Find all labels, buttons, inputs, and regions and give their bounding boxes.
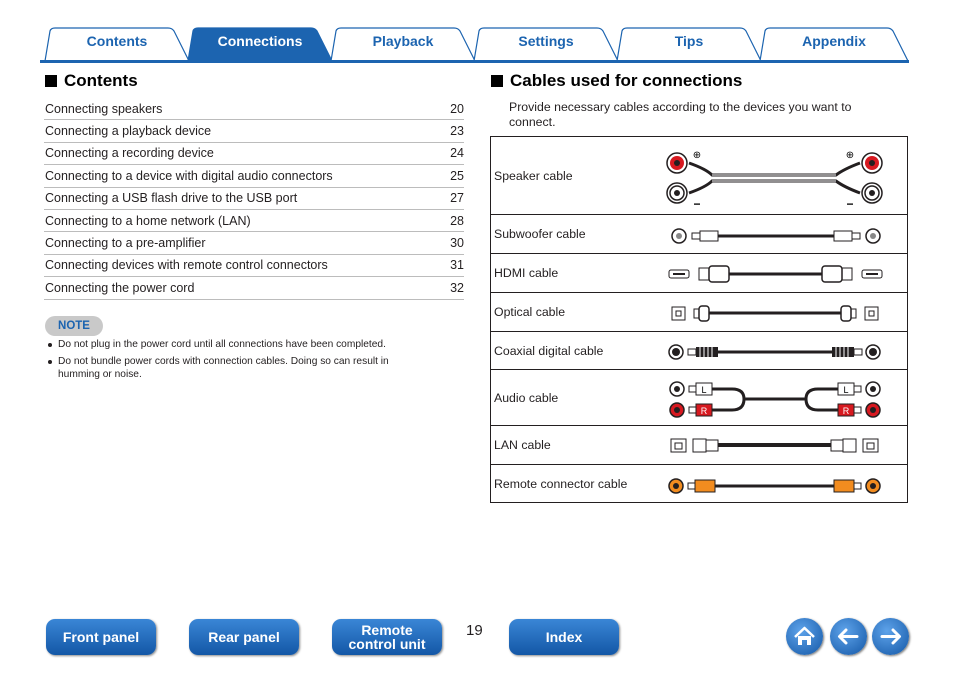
list-item-label: Connecting a playback device — [45, 124, 212, 139]
tab-label: Playback — [372, 33, 434, 49]
cable-label: LAN cable — [494, 438, 551, 452]
list-item[interactable] — [44, 98, 464, 120]
list-item[interactable] — [44, 188, 464, 210]
rear-panel-button[interactable] — [189, 619, 299, 655]
list-item-page: 27 — [450, 191, 464, 206]
tab-appendix[interactable] — [759, 27, 909, 61]
contents-list — [44, 98, 464, 300]
cable-label: Coaxial digital cable — [494, 343, 604, 358]
cables-heading-text: Cables used for connections — [510, 71, 743, 90]
tab-label: Settings — [518, 33, 574, 49]
list-item[interactable] — [44, 143, 464, 165]
hdmi-cable-icon — [666, 254, 896, 292]
list-item-label: Connecting a USB flash drive to the USB port — [45, 191, 298, 206]
list-item-page: 25 — [450, 168, 464, 183]
home-button[interactable] — [786, 618, 823, 655]
svg-text:R: R — [700, 406, 708, 416]
back-arrow-icon — [830, 618, 867, 655]
svg-text:−: − — [693, 197, 701, 211]
cables-heading — [491, 71, 742, 91]
note-item: Do not plug in the power cord until all connections have been completed. — [46, 338, 426, 351]
tab-playback[interactable] — [330, 27, 476, 61]
tab-underline — [40, 60, 909, 63]
list-item[interactable] — [44, 210, 464, 232]
list-item-page: 32 — [450, 280, 464, 295]
table-row — [491, 426, 907, 465]
note-list — [46, 338, 426, 385]
remote-connector-cable-icon — [666, 465, 896, 502]
list-item[interactable] — [44, 232, 464, 254]
svg-text:L: L — [843, 385, 849, 395]
cable-label: Audio cable — [494, 390, 559, 405]
contents-heading — [45, 71, 138, 91]
cable-label: Speaker cable — [494, 168, 573, 183]
list-item-label: Connecting to a pre-amplifier — [45, 236, 206, 251]
tab-bar — [0, 0, 954, 64]
home-icon — [786, 618, 823, 655]
list-item-label: Connecting to a device with digital audio connectors — [45, 168, 333, 183]
table-row — [491, 370, 907, 426]
lan-cable-icon — [666, 426, 896, 464]
list-item-label: Connecting speakers — [45, 101, 163, 116]
tab-tips[interactable] — [616, 27, 762, 61]
list-item[interactable] — [44, 120, 464, 142]
tab-settings[interactable] — [473, 27, 619, 61]
table-row — [491, 254, 907, 293]
list-item-page: 30 — [450, 236, 464, 251]
tab-label: Connections — [217, 33, 303, 49]
list-item[interactable] — [44, 255, 464, 277]
note-item: Do not bundle power cords with connection cables. Doing so can result in humming or noise. — [46, 355, 426, 381]
list-item-label: Connecting the power cord — [45, 280, 195, 295]
forward-arrow-icon — [872, 618, 909, 655]
tab-label: Appendix — [802, 33, 866, 49]
optical-cable-icon — [666, 293, 896, 331]
square-bullet-icon — [45, 75, 57, 87]
table-row — [491, 465, 907, 502]
forward-button[interactable] — [872, 618, 909, 655]
table-row — [491, 293, 907, 332]
cable-label: HDMI cable — [494, 266, 559, 280]
table-row — [491, 332, 907, 370]
tab-contents[interactable] — [44, 27, 190, 61]
tab-label: Contents — [86, 33, 148, 49]
contents-heading-text: Contents — [64, 71, 138, 90]
rear-panel-label: Rear panel — [208, 629, 280, 645]
cable-label: Remote connector cable — [494, 476, 628, 491]
list-item[interactable] — [44, 277, 464, 299]
front-panel-label: Front panel — [62, 629, 140, 645]
index-button[interactable] — [509, 619, 619, 655]
list-item-label: Connecting to a home network (LAN) — [45, 213, 251, 228]
svg-text:R: R — [842, 406, 850, 416]
remote-control-unit-label: Remote control unit — [348, 622, 426, 652]
list-item-page: 31 — [450, 258, 464, 273]
svg-text:⊕: ⊕ — [692, 150, 702, 161]
svg-text:−: − — [846, 197, 854, 211]
tab-connections[interactable] — [187, 27, 333, 61]
table-row — [491, 137, 907, 215]
subwoofer-cable-icon — [666, 215, 896, 253]
square-bullet-icon — [491, 75, 503, 87]
list-item-page: 20 — [450, 101, 464, 116]
svg-text:⊕: ⊕ — [845, 150, 855, 161]
coaxial-cable-icon — [666, 332, 896, 369]
cable-label: Optical cable — [494, 305, 566, 319]
list-item-label: Connecting devices with remote control connectors — [45, 258, 328, 273]
back-button[interactable] — [830, 618, 867, 655]
page-number: 19 — [466, 622, 483, 639]
list-item[interactable] — [44, 165, 464, 187]
remote-control-unit-button[interactable] — [332, 619, 442, 655]
list-item-page: 24 — [450, 146, 464, 161]
list-item-page: 23 — [450, 124, 464, 139]
tab-label: Tips — [674, 33, 704, 49]
list-item-label: Connecting a recording device — [45, 146, 214, 161]
table-row — [491, 215, 907, 254]
cable-label: Subwoofer cable — [494, 227, 586, 241]
speaker-cable-icon — [666, 137, 896, 214]
cables-intro: Provide necessary cables according to the devices you want to connect. — [509, 100, 852, 129]
note-badge: NOTE — [45, 316, 103, 336]
svg-text:L: L — [701, 385, 707, 395]
list-item-page: 28 — [450, 213, 464, 228]
audio-cable-icon — [666, 370, 896, 425]
index-label: Index — [545, 629, 583, 645]
front-panel-button[interactable] — [46, 619, 156, 655]
cables-table — [490, 136, 908, 503]
